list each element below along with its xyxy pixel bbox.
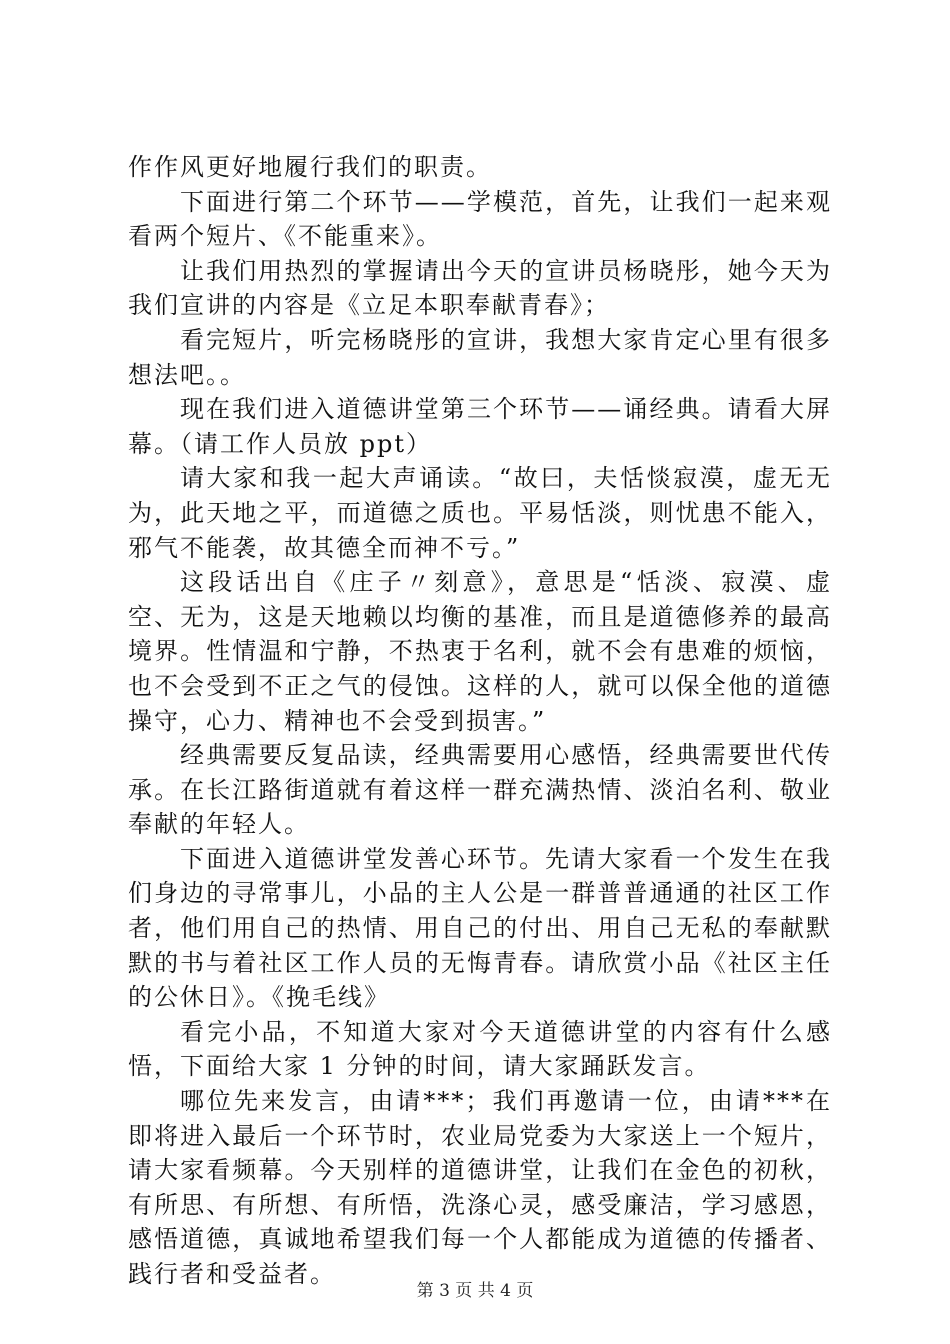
paragraph-3: 让我们用热烈的掌握请出今天的宣讲员杨晓彤，她今天为我们宣讲的内容是《立足本职奉献青春》； bbox=[128, 256, 832, 320]
paragraph-5: 现在我们进入道德讲堂第三个环节——诵经典。请看大屏幕。（请工作人员放 ppt） bbox=[128, 395, 832, 458]
paragraph-10: 看完小品，不知道大家对今天道德讲堂的内容有什么感悟，下面给大家 1 分钟的时间，请大家踊跃发言。 bbox=[128, 1017, 832, 1081]
paragraph-8: 经典需要反复品读，经典需要用心感悟，经典需要世代传承。在长江路街道就有着这样一群充满热情、淡泊名利、敬业奉献的年轻人。 bbox=[128, 741, 832, 839]
paragraph-1: 作作风更好地履行我们的职责。 bbox=[128, 153, 492, 181]
paragraph-4: 看完短片，听完杨晓彤的宣讲，我想大家肯定心里有很多想法吧。。 bbox=[128, 325, 832, 389]
paragraph-2: 下面进行第二个环节——学模范，首先，让我们一起来观看两个短片、《不能重来》。 bbox=[128, 187, 832, 251]
page-footer: 第 3 页 共 4 页 bbox=[416, 1281, 534, 1301]
paragraph-11: 哪位先来发言，由请***；我们再邀请一位，由请***在即将进入最后一个环节时，农业局党委为大家送上一个短片，请大家看频幕。今天别样的道德讲堂，让我们在金色的初秋，有所思、有所想、有所悟，洗涤心灵，感受廉洁，学习感恩，感悟道德，真诚地希望我们每一个人都能成为道德的传播者、践行者和受益者。 bbox=[128, 1087, 832, 1288]
document-body bbox=[128, 150, 832, 1292]
paragraph-9: 下面进入道德讲堂发善心环节。先请大家看一个发生在我们身边的寻常事儿，小品的主人公是一群普普通通的社区工作者，他们用自己的热情、用自己的付出、用自己无私的奉献默默的书与着社区工作人员的无悔青春。请欣赏小品《社区主任的公休日》。《挽毛线》 bbox=[128, 844, 832, 1012]
paragraph-6: 请大家和我一起大声诵读。“故曰，夫恬惔寂漠，虚无无为，此天地之平，而道德之质也。平易恬淡，则忧患不能入，邪气不能袭，故其德全而神不亏。” bbox=[128, 464, 832, 562]
paragraph-7: 这段话出自《庄子〃刻意》，意思是“恬淡、寂漠、虚空、无为，这是天地赖以均衡的基准，而且是道德修养的最高境界。性情温和宁静，不热衷于名利，就不会有患难的烦恼，也不会受到不正之气的侵蚀。这样的人，就可以保全他的道德操守，心力、精神也不会受到损害。” bbox=[128, 568, 832, 735]
